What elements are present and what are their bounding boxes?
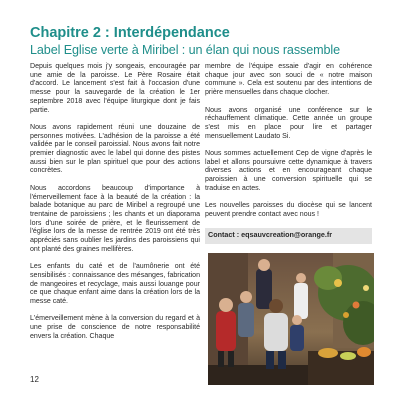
paragraph: Nous avons organisé une conférence sur le réchauffement climatique. Cette année un groupe s'est mis en place pour lire et partager mensuellement Laudato Si. xyxy=(205,106,372,140)
photo-illustration xyxy=(208,253,374,385)
paragraph: Nous sommes actuellement Cep de vigne d'après le label et allons poursuivre cette dynamique à travers diverses actions et en encourageant chaque paroissien à une conversion spirituelle qui se traduise en actes. xyxy=(205,150,372,192)
chapter-title: Chapitre 2 : Interdépendance xyxy=(30,25,230,41)
paragraph: Les nouvelles paroisses du diocèse qui se lancent peuvent prendre contact avec nous ! xyxy=(205,202,372,218)
article-subtitle: Label Eglise verte à Miribel : un élan qui nous rassemble xyxy=(30,43,341,57)
paragraph: L'émerveillement mène à la conversion du regard et à une prise de conscience de notre responsabilité envers la création. Chaque xyxy=(30,315,200,340)
contact-text: Contact : eqsauvcreation@orange.fr xyxy=(208,230,333,240)
paragraph: Les enfants du caté et de l'aumônerie ont été sensibilisés : connaissance des mésanges, fabrication de mangeoires et recyclage, mais aussi louange pour ce que chaque enfant aime dans la création lors de la messe caté. xyxy=(30,263,200,305)
left-column xyxy=(30,63,200,350)
paragraph: membre de l'équipe essaie d'agir en cohérence chaque jour avec son souci de « notre maison commune ». Cela est soutenu par des intentions de prière mensuelles dans chaque clocher. xyxy=(205,63,372,97)
right-column xyxy=(205,63,372,244)
church-children-photo xyxy=(208,253,374,385)
paragraph: Depuis quelques mois j'y songeais, encouragée par une amie de la paroisse. Le Père Rosaire était d'accord. Le lancement s'est fait à l'occasion d'une messe pour la sauvegarde de la création le 1er septembre 2018 avec l'équipe liturgique dont je fais partie. xyxy=(30,63,200,114)
paragraph: Nous avons rapidement réuni une douzaine de personnes motivées. L'adhésion de la paroisse a été validée par le conseil paroissial. Nous avons fait notre premier diagnostic avec le label qui donne des pistes aussi bien sur le plan spirituel que pour des actions concrètes. xyxy=(30,123,200,175)
paragraph: Nous accordons beaucoup d'importance à l'émerveillement face à la beauté de la création : la balade botanique au parc de Miribel a regroupé une trentaine de paroissiens ; les chants et un diaporama lors d'une soirée de prière, et le fleurissement de l'église lors de la messe de rentrée 2019 ont été très appréciés sans oublier les jardins des paroissiens qui ont planté des graines mellifères. xyxy=(30,184,200,253)
page-number: 12 xyxy=(30,375,39,384)
contact-box xyxy=(205,228,372,244)
